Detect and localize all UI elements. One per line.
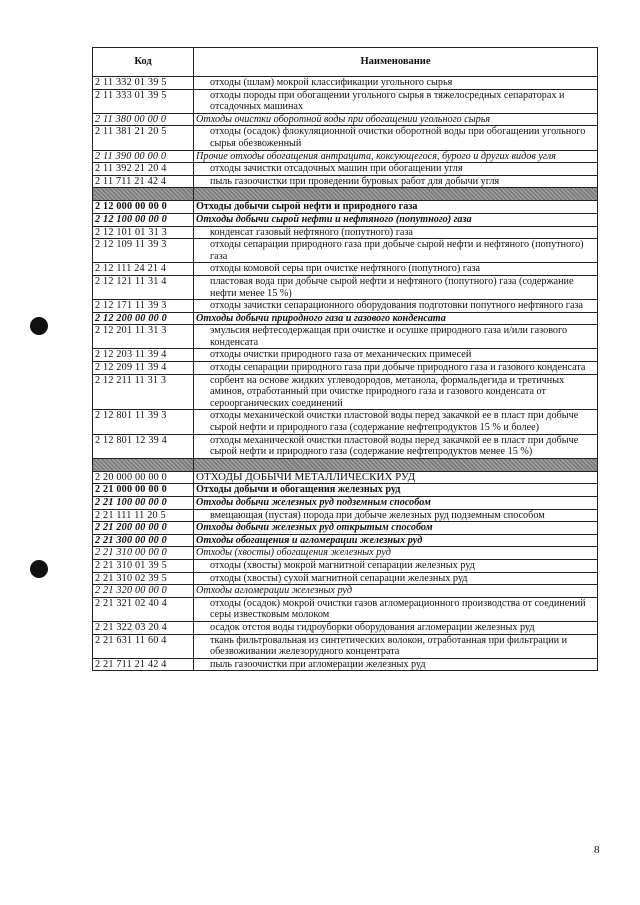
waste-name-cell: Отходы добычи и обогащения железных руд: [194, 484, 598, 497]
table-row: [93, 534, 598, 547]
table-header-row: [93, 48, 598, 77]
table-row: [93, 471, 598, 484]
table-row: [93, 434, 598, 458]
waste-code-cell: 2 21 310 01 39 5: [93, 559, 194, 572]
table-row: [93, 634, 598, 658]
table-row: [93, 374, 598, 410]
waste-name-cell: отходы зачистки отсадочных машин при обогащении угля: [194, 163, 598, 176]
waste-code-cell: 2 12 211 11 31 3: [93, 374, 194, 410]
waste-name-cell: сорбент на основе жидких углеводородов, метанола, формальдегида и третичных аминов, отработанный при очистке природного газа и газового конденсата от сероорганических соединений: [194, 374, 598, 410]
table-row: [93, 497, 598, 510]
waste-code-cell: [93, 188, 194, 201]
waste-code-cell: 2 12 100 00 00 0: [93, 213, 194, 226]
waste-code-cell: 2 12 209 11 39 4: [93, 362, 194, 375]
table-row: [93, 175, 598, 188]
waste-code-cell: 2 21 000 00 00 0: [93, 484, 194, 497]
table-row: [93, 658, 598, 671]
table-row: [93, 547, 598, 560]
waste-code-cell: 2 12 101 01 31 3: [93, 226, 194, 239]
table-row: [93, 213, 598, 226]
waste-code-cell: 2 11 333 01 39 5: [93, 89, 194, 113]
waste-code-cell: 2 11 381 21 20 5: [93, 126, 194, 150]
waste-code-cell: 2 12 000 00 00 0: [93, 201, 194, 214]
table-row: [93, 150, 598, 163]
waste-code-cell: [93, 458, 194, 471]
waste-name-cell: конденсат газовый нефтяного (попутного) газа: [194, 226, 598, 239]
table-row: [93, 163, 598, 176]
waste-name-cell: отходы (осадок) мокрой очистки газов агломерационного производства от соединений серы известковым молоком: [194, 597, 598, 621]
waste-code-cell: 2 12 201 11 31 3: [93, 325, 194, 349]
waste-code-cell: 2 21 320 00 00 0: [93, 585, 194, 598]
waste-code-cell: 2 11 380 00 00 0: [93, 113, 194, 126]
waste-name-cell: отходы породы при обогащении угольного сырья в тяжелосредных сепараторах и отсадочных машинах: [194, 89, 598, 113]
waste-name-cell: отходы зачистки сепарационного оборудования подготовки попутного нефтяного газа: [194, 300, 598, 313]
table-row: [93, 77, 598, 90]
waste-code-cell: 2 11 332 01 39 5: [93, 77, 194, 90]
waste-name-cell: Отходы очистки оборотной воды при обогащении угольного сырья: [194, 113, 598, 126]
table-row: [93, 572, 598, 585]
waste-code-cell: 2 20 000 00 00 0: [93, 471, 194, 484]
waste-name-cell: отходы очистки природного газа от механических примесей: [194, 349, 598, 362]
waste-name-cell: отходы сепарации природного газа при добыче сырой нефти и нефтяного (попутного) газа: [194, 239, 598, 263]
waste-name-cell: Отходы добычи сырой нефти и природного газа: [194, 201, 598, 214]
table-row: [93, 275, 598, 299]
table-row: [93, 300, 598, 313]
waste-name-cell: пыль газоочистки при агломерации железных руд: [194, 658, 598, 671]
table-row: [93, 585, 598, 598]
table-row: [93, 522, 598, 535]
waste-name-cell: отходы механической очистки пластовой воды перед закачкой ее в пласт при добыче сырой нефти и природного газа (содержание нефтепродуктов менее 15 %): [194, 434, 598, 458]
waste-code-cell: 2 11 390 00 00 0: [93, 150, 194, 163]
waste-name-cell: отходы (шлам) мокрой классификации угольного сырья: [194, 77, 598, 90]
waste-code-cell: 2 12 121 11 31 4: [93, 275, 194, 299]
binder-hole-mark: [30, 560, 48, 578]
waste-name-cell: отходы (хвосты) сухой магнитной сепарации железных руд: [194, 572, 598, 585]
waste-name-cell: отходы механической очистки пластовой воды перед закачкой ее в пласт при добыче сырой нефти и природного газа (содержание нефтепродуктов 15 % и более): [194, 410, 598, 434]
waste-name-cell: отходы сепарации природного газа при добыче природного газа и газового конденсата: [194, 362, 598, 375]
table-row: [93, 559, 598, 572]
table-row: [93, 312, 598, 325]
waste-name-cell: [194, 188, 598, 201]
waste-name-cell: [194, 458, 598, 471]
table-row: [93, 226, 598, 239]
waste-name-cell: Отходы (хвосты) обогащения железных руд: [194, 547, 598, 560]
waste-code-cell: 2 21 200 00 00 0: [93, 522, 194, 535]
section-separator-row: [93, 188, 598, 201]
waste-code-cell: 2 12 200 00 00 0: [93, 312, 194, 325]
waste-name-cell: вмещающая (пустая) порода при добыче железных руд подземным способом: [194, 509, 598, 522]
waste-code-cell: 2 12 109 11 39 3: [93, 239, 194, 263]
table-row: [93, 621, 598, 634]
column-header-name: Наименование: [194, 48, 598, 77]
table-row: [93, 509, 598, 522]
waste-name-cell: осадок отстоя воды гидроуборки оборудования агломерации железных руд: [194, 621, 598, 634]
waste-name-cell: ОТХОДЫ ДОБЫЧИ МЕТАЛЛИЧЕСКИХ РУД: [194, 471, 598, 484]
table-row: [93, 362, 598, 375]
waste-name-cell: Отходы добычи сырой нефти и нефтяного (попутного) газа: [194, 213, 598, 226]
waste-name-cell: отходы (хвосты) мокрой магнитной сепарации железных руд: [194, 559, 598, 572]
table-row: [93, 325, 598, 349]
waste-code-cell: 2 12 203 11 39 4: [93, 349, 194, 362]
table-body: [93, 77, 598, 671]
waste-code-cell: 2 11 711 21 42 4: [93, 175, 194, 188]
table-row: [93, 263, 598, 276]
table-row: [93, 239, 598, 263]
waste-code-cell: 2 21 321 02 40 4: [93, 597, 194, 621]
page-number: 8: [594, 844, 600, 856]
table-row: [93, 349, 598, 362]
binder-hole-mark: [30, 317, 48, 335]
waste-code-cell: 2 11 392 21 20 4: [93, 163, 194, 176]
waste-name-cell: отходы (осадок) флокуляционной очистки оборотной воды при обогащении угольного сырья обезвоженный: [194, 126, 598, 150]
waste-name-cell: отходы комовой серы при очистке нефтяного (попутного) газа: [194, 263, 598, 276]
waste-name-cell: Отходы добычи природного газа и газового конденсата: [194, 312, 598, 325]
waste-name-cell: пыль газоочистки при проведении буровых работ для добычи угля: [194, 175, 598, 188]
table-row: [93, 597, 598, 621]
waste-code-cell: 2 21 100 00 00 0: [93, 497, 194, 510]
waste-code-cell: 2 12 801 12 39 4: [93, 434, 194, 458]
waste-name-cell: Прочие отходы обогащения антрацита, коксующегося, бурого и других видов угля: [194, 150, 598, 163]
waste-code-cell: 2 21 631 11 60 4: [93, 634, 194, 658]
table-row: [93, 484, 598, 497]
waste-code-cell: 2 12 171 11 39 3: [93, 300, 194, 313]
waste-classification-table: [92, 47, 598, 671]
waste-code-cell: 2 21 310 00 00 0: [93, 547, 194, 560]
table-row: [93, 126, 598, 150]
column-header-code: Код: [93, 48, 194, 77]
waste-code-cell: 2 21 111 11 20 5: [93, 509, 194, 522]
section-separator-row: [93, 458, 598, 471]
waste-code-cell: 2 21 711 21 42 4: [93, 658, 194, 671]
waste-name-cell: ткань фильтровальная из синтетических волокон, отработанная при фильтрации и обезвоживании железорудного концентрата: [194, 634, 598, 658]
waste-code-cell: 2 12 801 11 39 3: [93, 410, 194, 434]
table-row: [93, 201, 598, 214]
waste-code-cell: 2 21 300 00 00 0: [93, 534, 194, 547]
waste-name-cell: эмульсия нефтесодержащая при очистке и осушке природного газа и/или газового конденсата: [194, 325, 598, 349]
waste-name-cell: пластовая вода при добыче сырой нефти и нефтяного (попутного) газа (содержание нефти менее 15 %): [194, 275, 598, 299]
waste-code-cell: 2 21 310 02 39 5: [93, 572, 194, 585]
waste-code-cell: 2 21 322 03 20 4: [93, 621, 194, 634]
table-row: [93, 410, 598, 434]
table-row: [93, 113, 598, 126]
waste-name-cell: Отходы обогащения и агломерации железных руд: [194, 534, 598, 547]
waste-name-cell: Отходы добычи железных руд открытым способом: [194, 522, 598, 535]
waste-name-cell: Отходы агломерации железных руд: [194, 585, 598, 598]
waste-code-cell: 2 12 111 24 21 4: [93, 263, 194, 276]
table-row: [93, 89, 598, 113]
waste-name-cell: Отходы добычи железных руд подземным способом: [194, 497, 598, 510]
